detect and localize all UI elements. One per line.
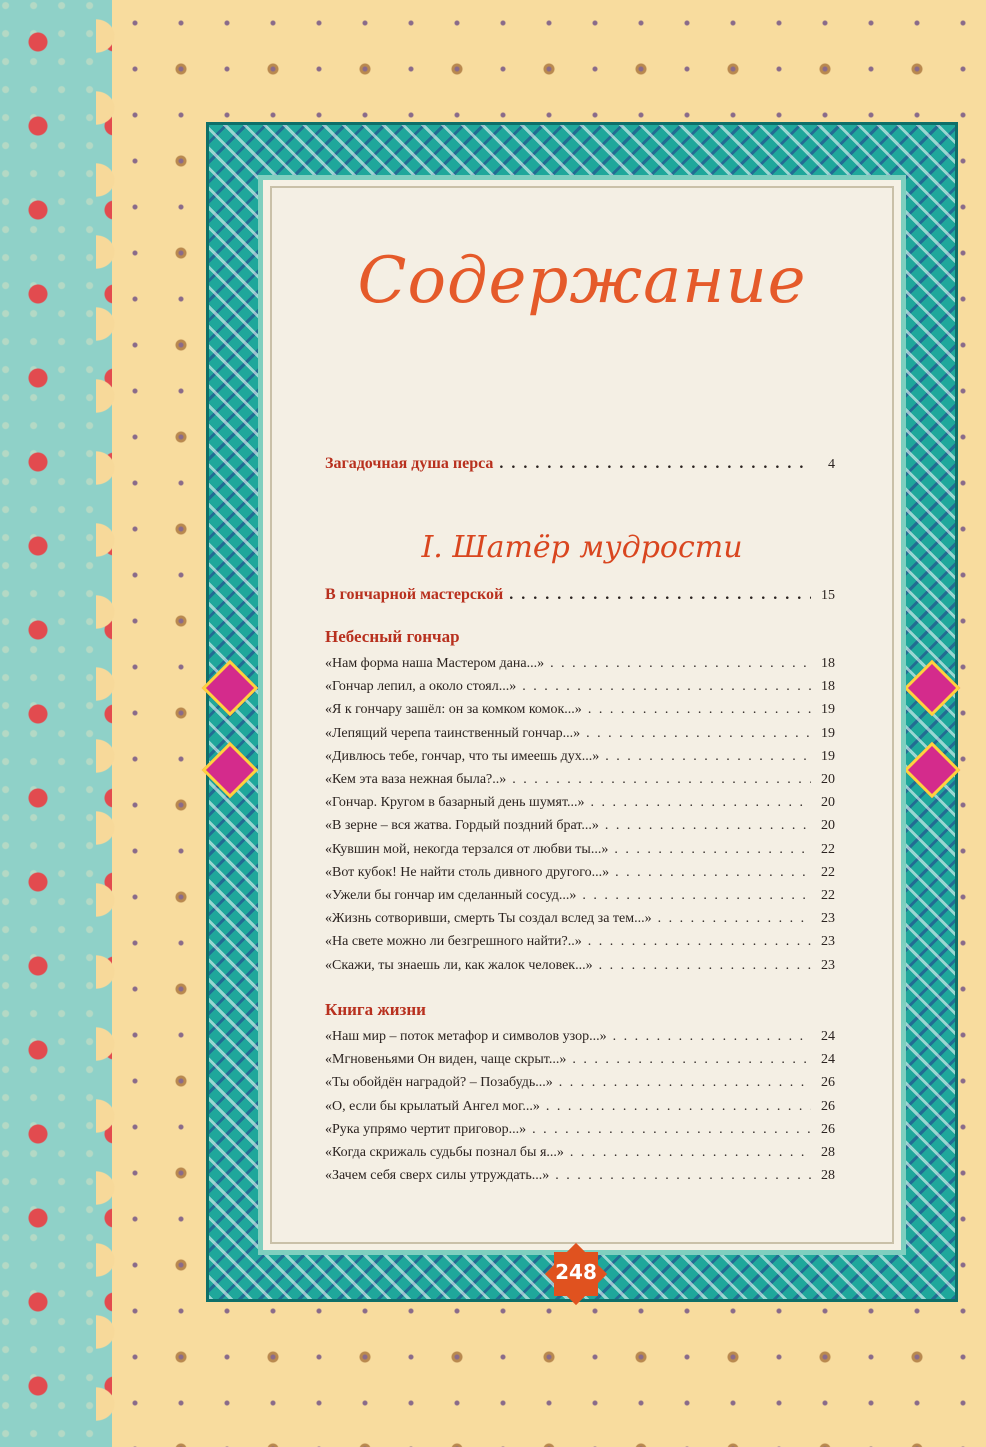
- dot-leader: [586, 726, 811, 742]
- toc-page-number: 18: [821, 656, 835, 671]
- toc-entry-label: «Жизнь сотворивши, смерть Ты создал вслед за тем...»: [325, 911, 652, 927]
- toc-entry-label: «Кем эта ваза нежная была?..»: [325, 772, 507, 787]
- dot-leader: [591, 795, 811, 811]
- toc-page-number: 24: [821, 1029, 835, 1044]
- toc-page-number: 26: [821, 1098, 835, 1114]
- toc-entry-section-lead[interactable]: [325, 586, 835, 604]
- toc-entry-label: «Ужели бы гончар им сделанный сосуд...»: [325, 888, 577, 903]
- toc-entry[interactable]: [325, 772, 835, 788]
- toc-entry-label: «Мгновеньями Он виден, чаще скрыт...»: [325, 1052, 567, 1068]
- toc-entry[interactable]: [325, 679, 835, 695]
- toc-page-number: 4: [828, 457, 835, 472]
- toc-entry[interactable]: [325, 958, 835, 974]
- dot-leader: [599, 958, 811, 974]
- dot-leader: [615, 865, 811, 881]
- dot-leader: [532, 1122, 811, 1138]
- toc-entry-label: «Вот кубок! Не найти столь дивного другого...»: [325, 864, 610, 880]
- toc-entry-label: В гончарной мастерской: [325, 586, 504, 603]
- dot-leader: [550, 656, 811, 672]
- section-title: I. Шатёр мудрости: [421, 530, 743, 565]
- toc-page-number: 26: [821, 1121, 835, 1137]
- toc-page-number: 28: [821, 1168, 835, 1184]
- group-heading: Небесный гончар: [325, 627, 460, 646]
- toc-entry-label: «Зачем себя сверх силы утруждать...»: [325, 1168, 550, 1184]
- dot-leader: [613, 1029, 811, 1045]
- toc-entry[interactable]: [325, 749, 835, 765]
- page-title: Содержание: [357, 244, 807, 318]
- toc-entry[interactable]: [325, 1122, 835, 1138]
- toc-page-number: 22: [821, 864, 835, 880]
- dot-leader: [572, 1052, 811, 1068]
- dot-leader: [509, 586, 811, 604]
- toc-page-number: 23: [821, 934, 835, 950]
- dot-leader: [555, 1168, 811, 1184]
- toc-entry-label: «Я к гончару зашёл: он за комком комок...»: [325, 702, 582, 718]
- toc-page-number: 26: [821, 1075, 835, 1091]
- page-number-badge: [548, 1246, 604, 1302]
- toc-entry-label: «Гончар. Кругом в базарный день шумят...»: [325, 795, 585, 811]
- toc-entry[interactable]: [325, 1052, 835, 1068]
- toc-page-number: 19: [821, 748, 835, 764]
- toc-page-number: 28: [821, 1145, 835, 1160]
- toc-entry-label: «Ты обойдён наградой? – Позабудь...»: [325, 1075, 553, 1091]
- toc-entry-label: «Когда скрижаль судьбы познал бы я...»: [325, 1145, 564, 1160]
- toc-entry[interactable]: [325, 1099, 835, 1115]
- dot-leader: [512, 772, 811, 788]
- toc-entry-label: «Кувшин мой, некогда терзался от любви ты...»: [325, 841, 609, 857]
- toc-entry[interactable]: [325, 702, 835, 718]
- toc-page-number: 19: [821, 725, 835, 741]
- toc-page-number: 19: [821, 702, 835, 718]
- dot-leader: [588, 934, 811, 950]
- dot-leader: [614, 842, 811, 858]
- toc-page-number: 15: [821, 588, 835, 603]
- toc-entry[interactable]: [325, 1075, 835, 1091]
- toc-entry[interactable]: [325, 888, 835, 904]
- dot-leader: [582, 888, 811, 904]
- dot-leader: [605, 749, 811, 765]
- dot-leader: [546, 1099, 811, 1115]
- dot-leader: [499, 455, 811, 473]
- left-border-edge: [96, 0, 136, 1447]
- toc-entry[interactable]: [325, 1029, 835, 1045]
- toc-page-number: 20: [821, 772, 835, 787]
- dot-leader: [559, 1075, 811, 1091]
- dot-leader: [605, 818, 811, 834]
- dot-leader: [570, 1145, 811, 1161]
- toc-entry[interactable]: [325, 795, 835, 811]
- toc-entry-intro[interactable]: [325, 455, 835, 473]
- toc-entry[interactable]: [325, 818, 835, 834]
- toc-page-number: 22: [821, 841, 835, 857]
- toc-entry[interactable]: [325, 1145, 835, 1161]
- toc-entry-label: «Наш мир – поток метафор и символов узор...»: [325, 1029, 607, 1044]
- toc-entry[interactable]: [325, 865, 835, 881]
- toc-entry-label: «Нам форма наша Мастером дана...»: [325, 656, 545, 671]
- toc-page-number: 20: [821, 795, 835, 811]
- toc-entry[interactable]: [325, 842, 835, 858]
- toc-entry[interactable]: [325, 911, 835, 927]
- toc-page-number: 18: [821, 679, 835, 695]
- toc-entry[interactable]: [325, 1168, 835, 1184]
- toc-entry-label: «О, если бы крылатый Ангел мог...»: [325, 1098, 540, 1114]
- toc-page-number: 24: [821, 1052, 835, 1068]
- dot-leader: [522, 679, 811, 695]
- toc-entry-label: «Скажи, ты знаешь ли, как жалок человек...»: [325, 957, 593, 973]
- toc-page-number: 22: [821, 888, 835, 903]
- dot-leader: [658, 911, 811, 927]
- toc-entry[interactable]: [325, 656, 835, 672]
- toc-entry[interactable]: [325, 726, 835, 742]
- toc-entry-label: «На свете можно ли безгрешного найти?..»: [325, 934, 582, 950]
- toc-page-number: 23: [821, 911, 835, 927]
- toc-page-number: 23: [821, 957, 835, 973]
- toc-entry-label: «В зерне – вся жатва. Гордый поздний брат...»: [325, 818, 599, 834]
- page-number: 248: [555, 1260, 597, 1284]
- toc-entry-label: «Рука упрямо чертит приговор...»: [325, 1121, 527, 1137]
- dot-leader: [588, 702, 811, 718]
- group-heading: Книга жизни: [325, 1000, 426, 1019]
- toc-entry[interactable]: [325, 934, 835, 950]
- toc-entry-label: «Дивлюсь тебе, гончар, что ты имеешь дух...»: [325, 748, 600, 764]
- toc-entry-label: «Лепящий черепа таинственный гончар...»: [325, 725, 581, 741]
- toc-entry-label: «Гончар лепил, а около стоял...»: [325, 679, 517, 695]
- toc-page-number: 20: [821, 818, 835, 834]
- toc-entry-label: Загадочная душа перса: [325, 455, 494, 472]
